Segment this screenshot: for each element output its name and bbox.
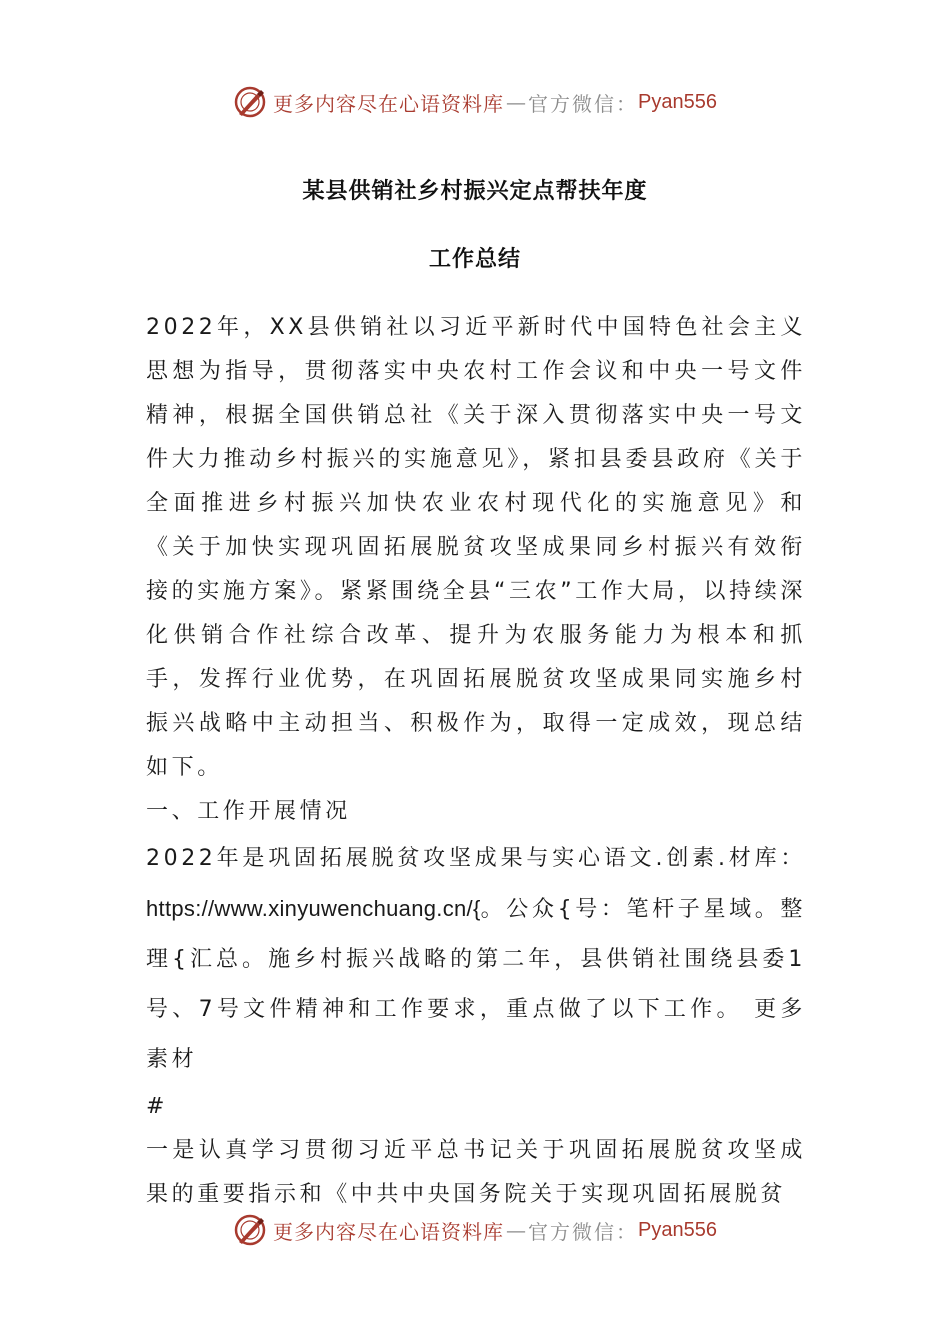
watermark-text: 更多内容尽在心语资料库 (273, 91, 505, 116)
document-subtitle: 工作总结 (428, 247, 521, 272)
intro-paragraph: 2022年，XX县供销社以习近平新时代中国特色社会主义思想为指导，贯彻落实中央农村工作会议和中央一号文件精神，根据全国供销总社《关于深入贯彻落实中央一号文件大力推动乡村振兴的实施意见》，紧扣县委县政府《关于全面推进乡村振兴加快农业农村现代化的实施意见》和《关于加快实现巩固拓展脱贫攻坚成果同乡村振兴有效衔接的实施方案》。紧紧围绕全县“三农”工作大局，以持续深化供销合作社综合改革、提升为农服务能力为根本和抓手，发挥行业优势，在巩固拓展脱贫攻坚成果同实施乡村振兴战略中主动担当、积极作为，取得一定成效，现总结如下。 (146, 315, 806, 780)
work-paragraph-text-c: 1号、7号文件精神和工作要求，重点做了以下工作。 更多素材 (146, 947, 806, 1072)
watermark-banner-top (0, 80, 950, 124)
watermark-separator: — (506, 90, 527, 114)
work-paragraph-text-a: 2022年是巩固拓展脱贫攻坚成果与实心语文.创素.材库： (146, 846, 806, 871)
hash-line: # (146, 1094, 169, 1119)
watermark-wechat-id: Pyan556 (638, 1218, 717, 1241)
point-one-paragraph: 一是认真学习贯彻习近平总书记关于巩固拓展脱贫攻坚成果的重要指示和《中共中央国务院关于实现巩固拓展脱贫 (146, 1138, 806, 1207)
watermark-text: 更多内容尽在心语资料库 (273, 1219, 505, 1244)
watermark-separator: — (506, 1218, 527, 1242)
watermark-banner-bottom (0, 1208, 950, 1252)
work-paragraph (146, 834, 806, 1085)
watermark-wechat-label: 官方微信： (528, 91, 639, 116)
work-paragraph-text-b: 。公众{号：笔杆子星域。整理{汇总。施乡村振兴战略的第二年，县供销社围绕县委 (146, 897, 806, 972)
watermark-wechat-label: 官方微信： (528, 1219, 639, 1244)
section-heading: 一、工作开展情况 (146, 799, 351, 824)
document-title: 某县供销社乡村振兴定点帮扶年度 (302, 179, 648, 204)
pen-logo-icon (233, 1213, 267, 1247)
watermark-wechat-id: Pyan556 (638, 90, 717, 113)
website-url: https://www.xinyuwenchuang.cn/{ (146, 896, 481, 921)
document-body (146, 306, 806, 1217)
pen-logo-icon (233, 85, 267, 119)
